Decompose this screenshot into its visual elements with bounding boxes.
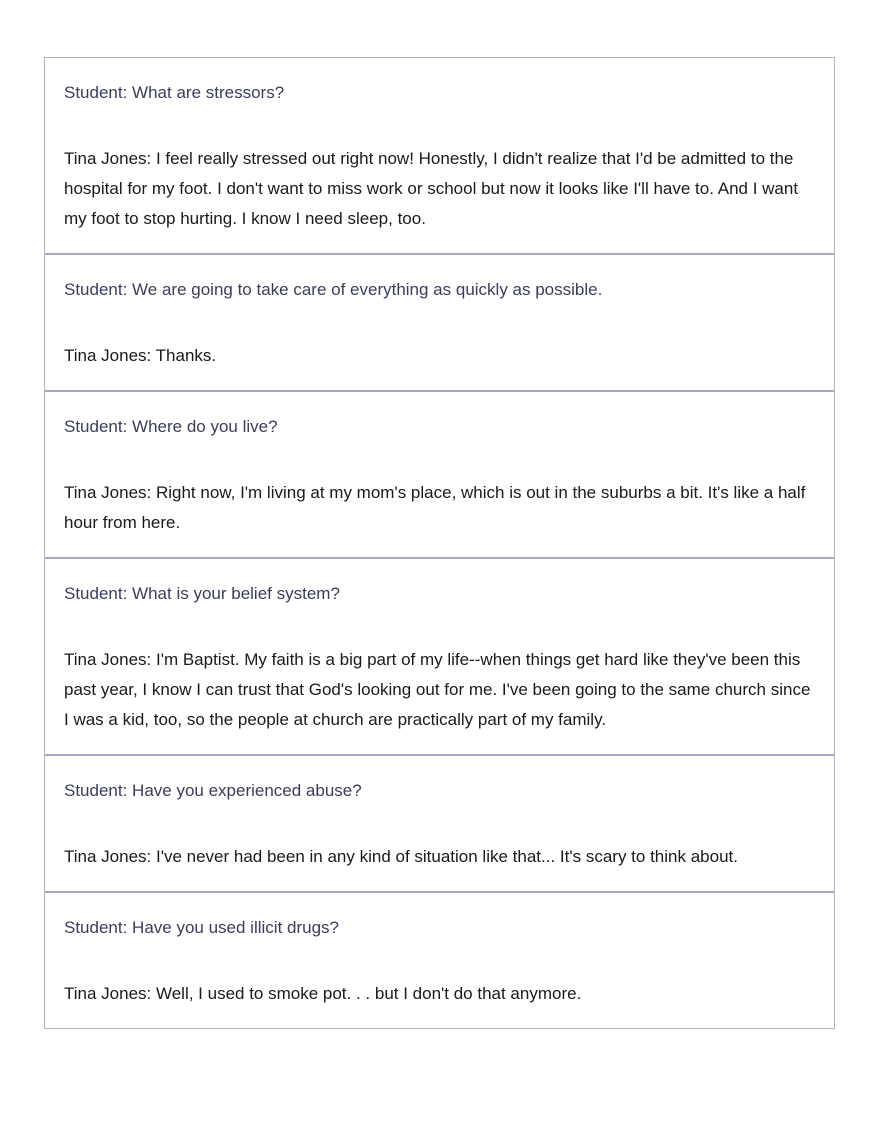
exchange-row (45, 893, 834, 1029)
exchange-row (45, 255, 834, 392)
student-question: Student: We are going to take care of everything as quickly as possible. (64, 280, 603, 299)
patient-answer: Tina Jones: Right now, I'm living at my mom's place, which is out in the suburbs a bit. It's like a half hour from here. (64, 483, 806, 532)
conversation-transcript (44, 57, 835, 1029)
patient-answer: Tina Jones: I'm Baptist. My faith is a big part of my life--when things get hard like they've been this past year, I know I can trust that God's looking out for me. I've been going to the same church since I was a kid, too, so the people at church are practically part of my family. (64, 650, 811, 729)
student-question: Student: What is your belief system? (64, 584, 340, 603)
exchange-row (45, 392, 834, 559)
exchange-row (45, 559, 834, 756)
exchange-row (45, 756, 834, 893)
patient-answer: Tina Jones: Thanks. (64, 346, 217, 365)
patient-answer: Tina Jones: Well, I used to smoke pot. . . but I don't do that anymore. (64, 984, 582, 1003)
student-question: Student: Have you experienced abuse? (64, 781, 362, 800)
student-question: Student: What are stressors? (64, 83, 285, 102)
exchange-row (45, 58, 834, 255)
patient-answer: Tina Jones: I've never had been in any kind of situation like that... It's scary to think about. (64, 847, 738, 866)
student-question: Student: Have you used illicit drugs? (64, 918, 339, 937)
student-question: Student: Where do you live? (64, 417, 278, 436)
patient-answer: Tina Jones: I feel really stressed out right now! Honestly, I didn't realize that I'd be admitted to the hospital for my foot. I don't want to miss work or school but now it looks like I'll have to. And I want my foot to stop hurting. I know I need sleep, too. (64, 149, 799, 228)
